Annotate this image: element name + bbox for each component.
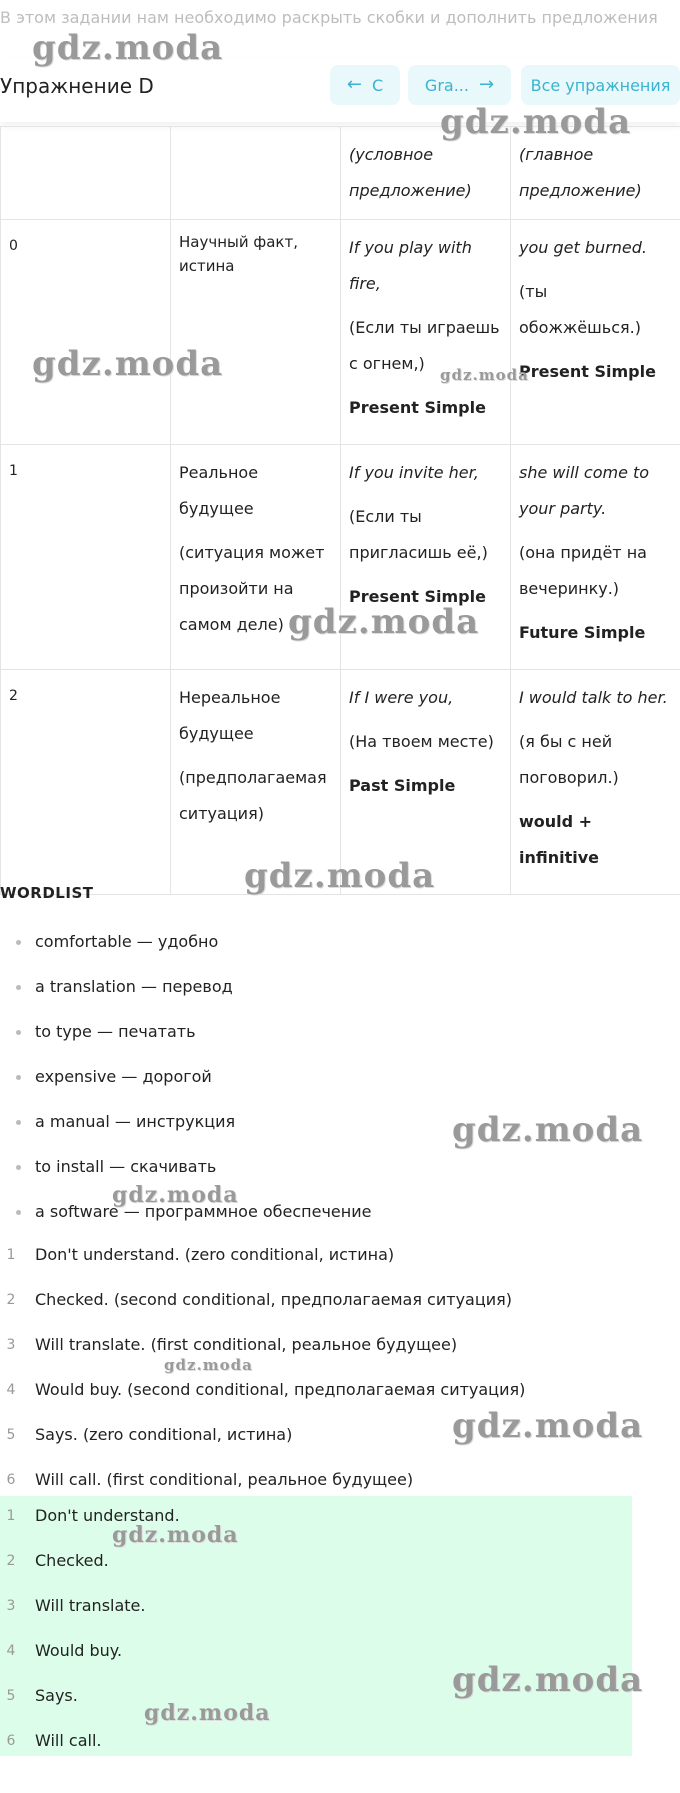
- word-entry: a software — программное обеспечение: [35, 1202, 372, 1221]
- item-number: 4: [6, 1643, 16, 1659]
- table-cell: [341, 127, 511, 220]
- main-english: I would talk to her.: [519, 688, 668, 707]
- condition-type: Научный факт, истина: [179, 233, 298, 275]
- arrow-right-icon: →: [478, 74, 495, 95]
- prev-exercise-button[interactable]: [330, 65, 400, 105]
- conditionals-table: [0, 126, 680, 895]
- bullet-icon: [16, 1165, 21, 1170]
- list-item: [0, 1378, 680, 1423]
- cond-english: If you invite her,: [349, 463, 479, 482]
- main-tense: Present Simple: [519, 362, 656, 381]
- main-clause-header: (главное предложение): [519, 145, 642, 200]
- row-number: 2: [1, 670, 171, 895]
- wordlist-title: WORDLIST: [0, 884, 94, 902]
- main-russian: (ты обожжёшься.): [519, 282, 641, 337]
- exercise-header: [0, 58, 680, 122]
- watermark: gdz.moda: [452, 1660, 644, 1700]
- list-item: [0, 930, 680, 975]
- item-number: 5: [6, 1688, 16, 1704]
- list-item: [0, 1594, 632, 1639]
- prev-exercise-label: C: [371, 75, 384, 95]
- list-item: [0, 1639, 632, 1684]
- list-item: [0, 1020, 680, 1065]
- list-item: [0, 1288, 680, 1333]
- bullet-icon: [16, 1030, 21, 1035]
- item-number: 2: [6, 1292, 16, 1308]
- answer-text: Don't understand.: [35, 1506, 180, 1525]
- table-cell: [511, 127, 680, 220]
- word-entry: to install — скачивать: [35, 1157, 217, 1176]
- list-item: [0, 1110, 680, 1155]
- watermark: gdz.moda: [144, 1700, 271, 1726]
- watermark: gdz.moda: [112, 1182, 239, 1208]
- table-row: [1, 127, 680, 220]
- table-cell: [511, 670, 680, 895]
- word-entry: a translation — перевод: [35, 977, 233, 996]
- all-exercises-label: Все упражнения: [530, 75, 671, 95]
- table-cell: [511, 445, 680, 670]
- watermark: gdz.moda: [244, 856, 436, 896]
- cond-tense: Present Simple: [349, 587, 486, 606]
- watermark: gdz.moda: [164, 1356, 253, 1374]
- table-row: [1, 670, 680, 895]
- table-cell: [171, 445, 341, 670]
- watermark: gdz.moda: [32, 344, 224, 384]
- item-number: 6: [6, 1472, 16, 1488]
- list-item: [0, 1243, 680, 1288]
- word-entry: comfortable — удобно: [35, 932, 219, 951]
- arrow-left-icon: ←: [346, 74, 362, 95]
- item-number: 4: [6, 1382, 16, 1398]
- main-russian: (она придёт на вечеринку.): [519, 543, 647, 598]
- list-item: [0, 1504, 632, 1549]
- answer-text: Says.: [35, 1686, 78, 1705]
- watermark: gdz.moda: [440, 366, 529, 384]
- list-item: [0, 1549, 632, 1594]
- intro-text: В этом задании нам необходимо раскрыть скобки и дополнить предложения: [0, 8, 658, 27]
- table-row: [1, 220, 680, 445]
- table-cell: [171, 220, 341, 445]
- word-entry: a manual — инструкция: [35, 1112, 236, 1131]
- item-number: 2: [6, 1553, 16, 1569]
- main-russian: (я бы с ней поговорил.): [519, 732, 619, 787]
- bullet-icon: [16, 1210, 21, 1215]
- list-item: [0, 1729, 632, 1774]
- answer-explanation: Checked. (second conditional, предполагаемая ситуация): [35, 1290, 512, 1309]
- list-item: [0, 1684, 632, 1729]
- main-tense: Future Simple: [519, 623, 646, 642]
- answer-explanation: Says. (zero conditional, истина): [35, 1425, 293, 1444]
- list-item: [0, 1423, 680, 1468]
- answer-text: Would buy.: [35, 1641, 123, 1660]
- condition-note: (предполагаемая ситуация): [179, 768, 327, 823]
- table-cell: [1, 127, 171, 220]
- watermark: gdz.moda: [440, 102, 632, 142]
- list-item: [0, 1200, 680, 1245]
- list-item: [0, 1065, 680, 1110]
- item-number: 6: [6, 1733, 16, 1749]
- all-exercises-button[interactable]: [521, 65, 680, 105]
- item-number: 1: [6, 1247, 16, 1263]
- list-item: [0, 1155, 680, 1200]
- bullet-icon: [16, 1120, 21, 1125]
- condition-type: Нереальное будущее: [179, 688, 281, 743]
- table-cell: [511, 220, 680, 445]
- cond-tense: Past Simple: [349, 776, 456, 795]
- answer-text: Will translate.: [35, 1596, 146, 1615]
- final-answers: [0, 1496, 632, 1756]
- bullet-icon: [16, 1075, 21, 1080]
- main-english: she will come to your party.: [519, 463, 650, 518]
- table-cell: [341, 445, 511, 670]
- main-tense: would + infinitive: [519, 812, 600, 867]
- cond-english: If you play with fire,: [349, 238, 472, 293]
- cond-clause-header: (условное предложение): [349, 145, 472, 200]
- watermark: gdz.moda: [288, 602, 480, 642]
- answer-text: Checked.: [35, 1551, 109, 1570]
- next-exercise-button[interactable]: [408, 65, 511, 105]
- answer-explanation: Would buy. (second conditional, предполагаемая ситуация): [35, 1380, 526, 1399]
- condition-type: Реальное будущее: [179, 463, 259, 518]
- explained-answers: [0, 1243, 680, 1513]
- list-item: [0, 1333, 680, 1378]
- table-row: [1, 445, 680, 670]
- watermark: gdz.moda: [32, 28, 224, 68]
- table-cell: [171, 670, 341, 895]
- page-title: Упражнение D: [0, 74, 154, 98]
- bullet-icon: [16, 985, 21, 990]
- watermark: gdz.moda: [452, 1110, 644, 1150]
- list-item: [0, 975, 680, 1020]
- answer-text: Will call.: [35, 1731, 102, 1750]
- watermark: gdz.moda: [452, 1406, 644, 1446]
- word-entry: expensive — дорогой: [35, 1067, 212, 1086]
- table-cell: [341, 220, 511, 445]
- next-exercise-label: Gra...: [424, 75, 469, 95]
- watermark: gdz.moda: [112, 1522, 239, 1548]
- item-number: 5: [6, 1427, 16, 1443]
- item-number: 3: [6, 1598, 16, 1614]
- table-cell: [171, 127, 341, 220]
- answer-explanation: Will translate. (first conditional, реальное будущее): [35, 1335, 458, 1354]
- row-number: 1: [1, 445, 171, 670]
- item-number: 3: [6, 1337, 16, 1353]
- word-entry: to type — печатать: [35, 1022, 196, 1041]
- answer-explanation: Will call. (first conditional, реальное будущее): [35, 1470, 414, 1489]
- cond-russian: (На твоем месте): [349, 732, 494, 751]
- cond-english: If I were you,: [349, 688, 454, 707]
- item-number: 1: [6, 1508, 16, 1524]
- table-cell: [341, 670, 511, 895]
- bullet-icon: [16, 940, 21, 945]
- cond-russian: (Если ты играешь с огнем,): [349, 318, 500, 373]
- main-english: you get burned.: [519, 238, 647, 257]
- cond-tense: Present Simple: [349, 398, 486, 417]
- wordlist: [0, 930, 680, 1245]
- cond-russian: (Если ты пригласишь её,): [349, 507, 488, 562]
- answer-explanation: Don't understand. (zero conditional, истина): [35, 1245, 395, 1264]
- row-number: 0: [1, 220, 171, 445]
- condition-note: (ситуация может произойти на самом деле): [179, 543, 325, 634]
